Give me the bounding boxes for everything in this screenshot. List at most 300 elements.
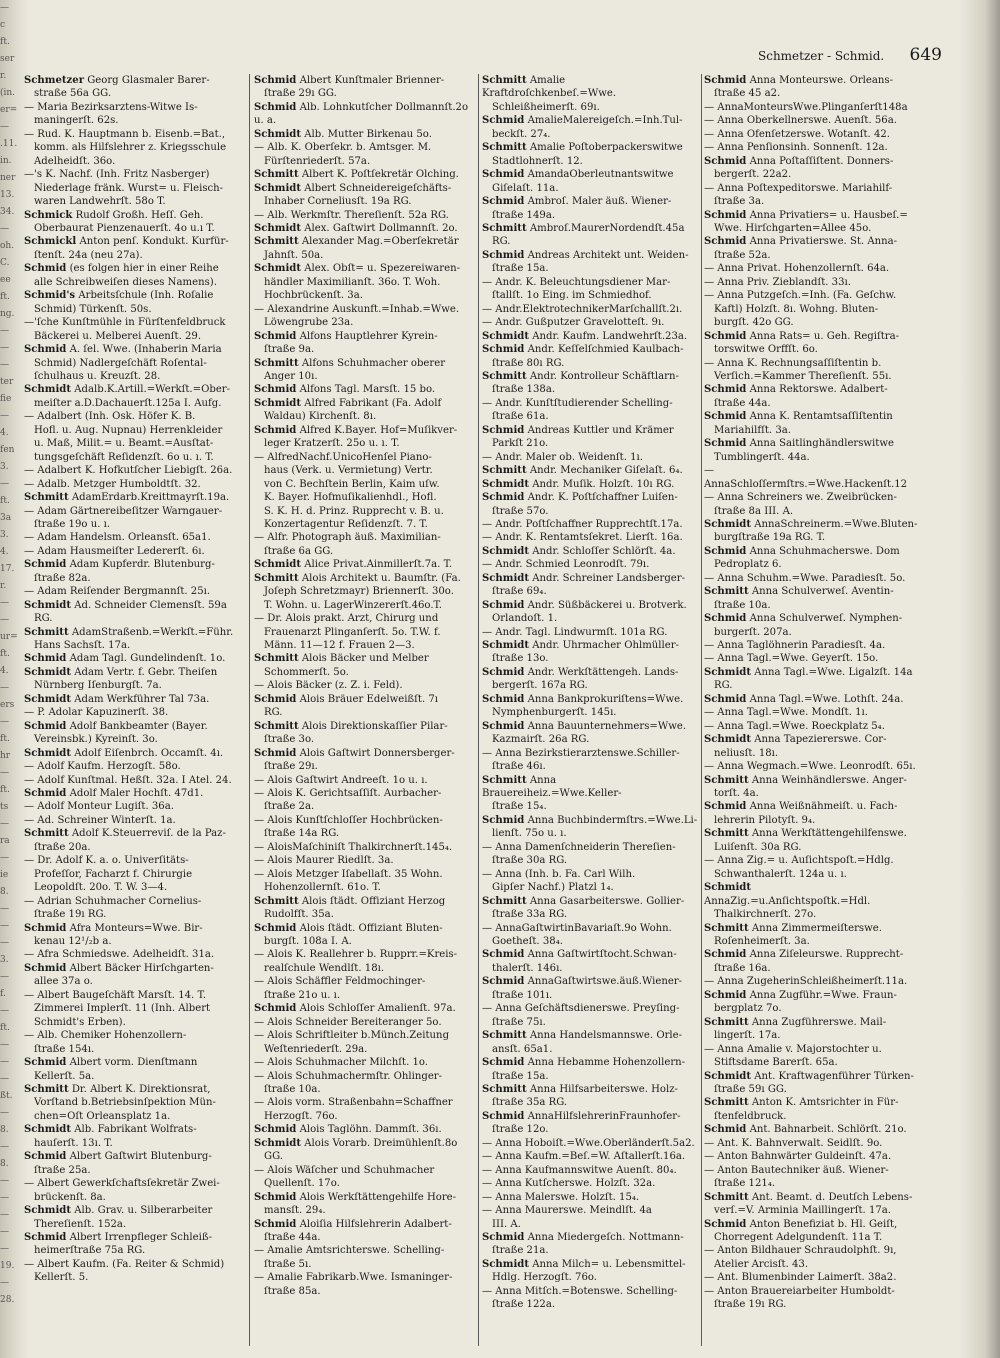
entry-text: — Anna Hoboiſt.=Wwe.Oberländerſt.5a2. <box>482 1137 695 1149</box>
entry-continuation <box>254 1177 476 1190</box>
surname: Schmid <box>24 922 67 934</box>
entry-text: — Ad. Schreiner Winterſt. 1a. <box>24 814 176 826</box>
directory-entry <box>24 989 246 1002</box>
entry-continuation <box>24 222 246 235</box>
entry-continuation <box>24 1218 246 1231</box>
surname: Schmid <box>704 613 747 625</box>
entry-text: — Albert Gewerkſchaftsſekretär Zwei- <box>24 1178 220 1190</box>
surname: Schmitt <box>254 895 299 907</box>
directory-entry <box>482 572 698 585</box>
entry-text: — Dr. Adolf K. a. o. Univerſitäts- <box>24 855 189 867</box>
entry-text: Andr. Kontrolleur Schäftlarn- <box>529 370 679 382</box>
surname: Schmid <box>482 1057 525 1069</box>
directory-entry <box>24 626 246 639</box>
directory-entry <box>704 1164 920 1177</box>
directory-entry <box>24 262 246 275</box>
directory-entry <box>254 975 476 988</box>
entry-continuation <box>482 1244 698 1257</box>
entry-continuation <box>254 249 476 262</box>
surname: Schmid <box>704 801 747 813</box>
entry-text: Anna Miedergeſch. Nottmann- <box>527 1231 684 1243</box>
directory-entry <box>482 1191 698 1204</box>
entry-text: Männ. 11—12 f. Frauen 2—3. <box>264 640 415 652</box>
directory-entry <box>24 787 246 800</box>
entry-text: Ant. Bahnarbeit. Schlörſt. 21o. <box>749 1124 907 1136</box>
entry-text: haus (Verk. u. Vermietung) Vertr. <box>264 465 433 477</box>
entry-text: verſ.=V. Arminia Maillingerſt. 17a. <box>714 1205 892 1217</box>
gutter-fragment: .11. <box>0 139 18 149</box>
entry-text: — Afra Schmiedswe. Adelheidſt. 31a. <box>24 949 215 961</box>
entry-text: AnnaGaſtwirtswe.äuß.Wiener- <box>527 976 683 988</box>
surname: Schmid <box>482 492 525 504</box>
directory-entry <box>254 1016 476 1029</box>
entry-text: Schmidt's Erben). <box>34 1016 126 1028</box>
entry-text: Andreas Kuttler und Krämer <box>527 424 674 436</box>
gutter-fragment: in. <box>0 156 12 166</box>
directory-entry <box>704 155 920 168</box>
entry-continuation <box>24 397 246 410</box>
entry-continuation <box>254 760 476 773</box>
gutter-fragment: 8. <box>0 1125 9 1135</box>
directory-entry <box>254 357 476 370</box>
directory-entry <box>704 572 920 585</box>
entry-text: Anger 10ı. <box>264 370 318 382</box>
directory-entry <box>254 424 476 437</box>
directory-entry <box>24 1150 246 1163</box>
entry-continuation <box>254 437 476 450</box>
entry-text: Roſenheimerſt. 3a. <box>714 936 810 947</box>
directory-entry <box>24 720 246 733</box>
directory-entry <box>24 478 246 491</box>
entry-text: u. Maß, Milit.= u. Beamt.=Ausſtat- <box>34 438 214 450</box>
gutter-fragment: fie <box>0 394 12 404</box>
entry-continuation <box>254 545 476 558</box>
surname: Schmitt <box>482 465 527 477</box>
directory-entry <box>254 854 476 867</box>
directory-entry <box>254 572 476 585</box>
entry-text: Kellerſt. 5a. <box>34 1070 95 1082</box>
column-divider <box>249 74 250 1346</box>
entry-text: — Anton Bahnwärter Guldeinſt. 47a. <box>704 1151 892 1163</box>
entry-continuation <box>24 424 246 437</box>
surname: Schmid <box>704 75 747 86</box>
directory-entry <box>24 168 246 181</box>
entry-text: burgſtraße 19a RG. T. <box>714 532 826 544</box>
directory-entry <box>254 1002 476 1015</box>
directory-entry <box>704 1096 920 1109</box>
directory-entry <box>482 464 698 477</box>
directory-entry <box>24 209 246 222</box>
entry-text: Alois Werkſtättengehilfe Hore- <box>299 1191 457 1203</box>
gutter-fragment: ie <box>0 870 9 880</box>
entry-text: maningerſt. 62s. <box>34 115 119 127</box>
entry-text: — Anna Kutſcherswe. Holzſt. 32a. <box>482 1178 656 1190</box>
entry-text: Andr. Süßbäckerei u. Brotverk. <box>527 599 687 611</box>
entry-text: ansſt. 65a1. <box>492 1043 553 1055</box>
surname: Schmidt <box>24 384 72 396</box>
entry-text: — Alois Kunſtſchloſſer Hochbrücken- <box>254 814 443 826</box>
entry-text: RG. <box>264 707 283 719</box>
entry-text: Anna Tapeziererswe. Cor- <box>754 734 887 746</box>
entry-text: — Adam Handelsm. Orleansſt. 65a1. <box>24 532 211 544</box>
entry-continuation <box>704 1083 920 1096</box>
directory-entry <box>254 1096 476 1109</box>
entry-text: Alois ſtädt. Offiziant Bluten- <box>299 922 443 934</box>
surname: Schmid <box>704 1124 747 1136</box>
entry-text: Kellerſt. 5. <box>34 1272 89 1284</box>
entry-text: ſtraße 15a. <box>492 1070 549 1082</box>
gutter-fragment: — <box>0 921 9 931</box>
directory-entry <box>704 545 920 558</box>
gutter-fragment: — <box>0 1210 9 1220</box>
entry-text: — Alois Schriftleiter b.Münch.Zeitung <box>254 1030 450 1042</box>
entry-text: Adolf Bankbeamter (Bayer. <box>69 720 208 732</box>
surname: Schmid <box>704 949 747 961</box>
entry-text: Nymphenburgerſt. 145ı. <box>492 707 617 719</box>
entry-text: — Anna Penſionsinh. Sonnenſt. 12a. <box>704 142 888 154</box>
surname: Schmitt <box>254 572 299 584</box>
surname: Schmidt <box>704 882 752 894</box>
directory-entry <box>704 141 920 154</box>
entry-text: AdamErdarb.Kreittmayrſt.19a. <box>71 492 230 504</box>
entry-text: ſtraße 6a GG. <box>264 545 334 557</box>
entry-continuation <box>482 1043 698 1056</box>
entry-text: Alois Taglöhn. Dammſt. 36ı. <box>299 1124 442 1136</box>
column-2 <box>254 74 476 1354</box>
entry-text: Adam Vertr. f. Gebr. Theiſen <box>74 666 218 678</box>
entry-text: ſtallſt. 1o Eing. im Schmiedhof. <box>492 290 652 302</box>
entry-text: Aloiſia Hilfslehrerin Adalbert- <box>299 1218 452 1230</box>
surname: Schmid <box>254 1124 297 1136</box>
entry-text: ſtraße 15₄. <box>492 801 547 813</box>
entry-text: Alfred Fabrikant (Fa. Adolf <box>304 397 442 409</box>
entry-continuation <box>704 1298 920 1311</box>
directory-entry <box>254 383 476 396</box>
entry-text: — Anna Amalie v. Majorstochter u. <box>704 1043 882 1055</box>
surname: Schmidt <box>254 128 302 140</box>
entry-text: Andr. Werkſtättengeh. Lands- <box>527 666 679 678</box>
entry-text: Schmid) Nadlergeſchäft Roſental- <box>34 357 207 369</box>
entry-text: chen=Oſt Orleansplatz 1a. <box>34 1110 171 1122</box>
entry-text: Luiſenſt. 30a RG. <box>714 841 802 853</box>
surname: Schmick <box>24 209 73 221</box>
gutter-fragment: 34. <box>0 207 15 217</box>
directory-entry <box>482 249 698 262</box>
entry-text: — Adam Hausmeiſter Ledererſt. 6ı. <box>24 545 205 557</box>
entry-text: Anna Gaſtwirtſtocht.Schwan- <box>527 949 677 961</box>
directory-entry <box>704 854 920 867</box>
gutter-fragment: — <box>0 598 9 608</box>
entry-text: Alfred K.Bayer. Hof=Muſikver- <box>299 424 458 436</box>
entry-continuation <box>482 881 698 894</box>
directory-entry <box>704 289 920 302</box>
surname: Schmitt <box>482 75 527 86</box>
entry-continuation <box>482 1123 698 1136</box>
entry-text: Verſich.=Kammer Thereſienſt. 55ı. <box>714 370 892 382</box>
entry-text: — AnnaMonteursWwe.Plinganſerſt148a <box>704 101 908 113</box>
directory-entry <box>704 437 920 450</box>
directory-entry <box>704 1016 920 1029</box>
directory-entry <box>24 585 246 598</box>
entry-continuation <box>704 424 920 437</box>
entry-text: Alb. Fabrikant Wolfrats- <box>74 1124 197 1136</box>
gutter-fragment: — <box>0 615 9 625</box>
entry-continuation <box>482 585 698 598</box>
entry-text: Andr. Schloſſer Schlörſt. 4a. <box>532 545 676 557</box>
entry-continuation <box>24 1137 246 1150</box>
entry-continuation <box>704 531 920 544</box>
entry-text: ſtraße 21a. <box>492 1245 549 1257</box>
directory-entry <box>24 1204 246 1217</box>
gutter-fragment: er= <box>0 105 18 115</box>
entry-text: GG. <box>264 1151 283 1163</box>
surname: Schmid <box>482 599 525 611</box>
surname: Schmid <box>254 1191 297 1203</box>
directory-entry <box>482 343 698 356</box>
gutter-fragment: — <box>0 224 9 234</box>
entry-continuation <box>24 975 246 988</box>
entry-text: — Adrian Schuhmacher Cornelius- <box>24 895 202 907</box>
entry-text: ſtraße 44a. <box>264 1231 321 1243</box>
directory-entry <box>254 895 476 908</box>
entry-text: Alois Schloſſer Amalienſt. 97a. <box>299 1003 456 1015</box>
directory-entry <box>24 1029 246 1042</box>
entry-text: Chorregent Adelgundenſt. 11a T. <box>714 1231 883 1243</box>
surname: Schmitt <box>704 922 749 934</box>
entry-text: Albert K. Poſtſekretär Olching. <box>301 169 459 181</box>
entry-text: Anna Werkſtättengehilfenswe. <box>751 828 907 840</box>
gutter-fragment: 28. <box>0 1295 15 1305</box>
entry-text: torswitwe Orffſt. 6o. <box>714 344 818 356</box>
entry-text: burgſt. 108a I. A. <box>264 936 352 947</box>
entry-continuation <box>24 935 246 948</box>
entry-text: realſchule Wendlſt. 18ı. <box>264 962 385 974</box>
entry-text: — Anton Brauereiarbeiter Humboldt- <box>704 1285 895 1297</box>
surname: Schmidt <box>254 1137 302 1149</box>
entry-continuation <box>704 505 920 518</box>
directory-entry <box>704 114 920 127</box>
entry-text: Amalie Kraftdroſchkenbeſ.=Wwe. <box>482 75 617 100</box>
entry-text: Adolf Eiſenbrch. Occamſt. 4ı. <box>74 747 224 759</box>
entry-continuation <box>482 989 698 1002</box>
entry-text: — Amalie Amtsrichterswe. Schelling- <box>254 1245 445 1257</box>
entry-text: A. ſel. Wwe. (Inhaberin Maria <box>69 344 222 356</box>
directory-entry <box>482 424 698 437</box>
entry-text: Oberbaurat Pienzenauerſt. 4o u.ı T. <box>34 222 215 234</box>
directory-entry <box>704 666 920 679</box>
directory-entry <box>254 1218 476 1231</box>
directory-entry <box>704 1191 920 1204</box>
entry-continuation <box>254 316 476 329</box>
entry-text: Alois Bräuer Edelweißſt. 7ı <box>299 693 439 705</box>
gutter-fragment: hr <box>0 751 11 761</box>
entry-text: — Andr. K. Rentamtsſekret. Lierſt. 16a. <box>482 532 683 544</box>
surname: Schmid <box>24 1151 67 1163</box>
gutter-fragment: — <box>0 1244 9 1254</box>
entry-text: Fürſtenriederſt. 57a. <box>264 155 371 167</box>
surname: Schmid <box>254 330 297 342</box>
gutter-fragment: 4. <box>0 547 9 557</box>
entry-text: burgſt. 42o GG. <box>714 317 794 329</box>
gutter-fragment: ers <box>0 700 15 710</box>
directory-entry <box>482 774 698 801</box>
directory-entry <box>24 599 246 612</box>
entry-text: — Anna Poſtexpeditorswe. Mariahilf- <box>704 182 893 194</box>
entry-text: Frauenarzt Plinganſerſt. 5o. T.W. f. <box>264 626 441 638</box>
surname: Schmid <box>704 411 747 423</box>
entry-continuation <box>704 397 920 410</box>
entry-text: Thereſienſt. 152a. <box>34 1218 127 1230</box>
entry-text: Albert vorm. Dienſtmann <box>69 1057 198 1069</box>
entry-continuation <box>482 612 698 625</box>
surname: Schmid <box>482 814 525 826</box>
surname: Schmitt <box>704 1097 749 1109</box>
entry-text: Vorſtand b.Betriebsinſpektion Mün- <box>34 1097 216 1109</box>
entry-continuation <box>482 410 698 423</box>
surname: Schmidt <box>24 599 72 611</box>
entry-text: — Alois K. Reallehrer b. Rupprr.=Kreis- <box>254 949 458 961</box>
entry-text: Profeſſor, Facharzt f. Chirurgie <box>34 868 193 880</box>
entry-text: ſtraße 138a. <box>492 384 556 396</box>
gutter-fragment: — <box>0 3 9 13</box>
gutter-fragment: oh. <box>0 241 15 251</box>
entry-text: AmalieMalereigeſch.=Inh.Tul- <box>527 115 683 127</box>
entry-text: Joſeph Schretzmayr) Briennerſt. 30o. <box>264 586 454 598</box>
directory-entry <box>482 720 698 733</box>
directory-entry <box>254 948 476 961</box>
entry-continuation <box>24 518 246 531</box>
entry-text: ſtraße 19ı RG. <box>714 1299 787 1311</box>
entry-continuation <box>482 101 698 114</box>
directory-entry <box>482 895 698 908</box>
entry-text: Zimmerei Implerſt. 11 (Inh. Albert <box>34 1003 211 1015</box>
surname: Schmid's <box>24 290 76 302</box>
directory-entry <box>704 491 920 504</box>
entry-continuation <box>24 1164 246 1177</box>
directory-entry <box>24 652 246 665</box>
entry-text: — Anna Zig.= u. Auſichtspoſt.=Hdlg. <box>704 855 894 867</box>
entry-continuation <box>24 1244 246 1257</box>
entry-text: ſtraße 29ı. <box>264 761 318 773</box>
gutter-fragment: ra <box>0 836 10 846</box>
entry-text: Stiftsdame Barerſt. 65a. <box>714 1057 838 1069</box>
surname: Schmitt <box>482 774 527 786</box>
gutter-fragment: ur= <box>0 632 18 642</box>
entry-continuation <box>254 1204 476 1217</box>
entry-text: bergerſt. 22a2. <box>714 169 792 181</box>
entry-text: Albert Kunſtmaler Brienner- <box>299 75 445 86</box>
directory-entry <box>482 1177 698 1190</box>
directory-entry <box>704 1070 920 1083</box>
directory-entry <box>254 101 476 128</box>
directory-entry <box>704 101 920 114</box>
surname: Schmid <box>482 720 525 732</box>
directory-entry <box>704 235 920 248</box>
gutter-fragment: ng. <box>0 309 15 319</box>
directory-entry <box>704 774 920 787</box>
directory-entry <box>24 343 246 356</box>
directory-entry <box>482 1285 698 1298</box>
entry-continuation <box>704 1056 920 1069</box>
surname: Schmid <box>254 1218 297 1230</box>
surname: Schmid <box>24 344 67 356</box>
entry-text: — Anna Tagl.=Wwe. Roeckplatz 5₄. <box>704 720 885 732</box>
directory-entry <box>24 1231 246 1244</box>
directory-entry <box>704 1150 920 1163</box>
entry-text: — Anna Putzgeſch.=Inh. (Fa. Geſchw. <box>704 290 897 302</box>
entry-continuation <box>482 383 698 396</box>
directory-entry <box>482 1002 698 1015</box>
entry-text: — Adalbert K. Hofkutſcher Liebigſt. 26a. <box>24 465 233 477</box>
entry-continuation <box>24 1191 246 1204</box>
gutter-fragment: — <box>0 343 9 353</box>
directory-entry <box>704 720 920 733</box>
directory-entry <box>24 922 246 935</box>
entry-continuation <box>254 585 476 598</box>
entry-text: Hdlg. Herzogſt. 76o. <box>492 1272 597 1284</box>
surname: Schmetzer <box>24 75 85 86</box>
gutter-fragment: ser <box>0 54 15 64</box>
entry-text: Atelier Arcisſt. 43. <box>714 1258 809 1270</box>
entry-text: — Adolf Kaufm. Herzogſt. 58o. <box>24 761 181 773</box>
entry-text: — Anna ZugeherinSchleißheimerſt.11a. <box>704 976 908 988</box>
entry-text: Anna Privatierswe. St. Anna- <box>749 236 898 248</box>
surname: Schmid <box>254 922 297 934</box>
entry-continuation <box>704 787 920 800</box>
surname: Schmidt <box>482 545 530 557</box>
entry-text: Anna Saitlinghändlerswitwe <box>749 438 894 450</box>
entry-continuation <box>254 881 476 894</box>
entry-text: Andr. Mechaniker Giſelaſt. 6₄. <box>529 465 683 477</box>
entry-text: Dr. Albert K. Direktionsrat, <box>71 1083 211 1095</box>
entry-continuation <box>704 1258 920 1271</box>
entry-continuation <box>704 558 920 571</box>
entry-text: Anna Privatiers= u. Hausbeſ.= <box>749 209 908 221</box>
entry-text: — Anna Malerswe. Holzſt. 15₄. <box>482 1191 640 1203</box>
entry-text: ſtraße 121₄. <box>714 1178 776 1190</box>
entry-text: händler Maximilianſt. 36o. T. Woh. <box>264 276 441 288</box>
gutter-fragment: fen <box>0 445 15 455</box>
entry-continuation <box>482 800 698 813</box>
surname: Schmidt <box>704 518 752 530</box>
entry-text: Ant. Kraftwagenführer Türken- <box>754 1070 914 1082</box>
entry-continuation <box>704 814 920 827</box>
entry-text: Anna Buchbindermſtrs.=Wwe.Li- <box>527 814 698 826</box>
surname: Schmidt <box>24 747 72 759</box>
entry-text: ſtraße 3o. <box>264 734 315 746</box>
directory-entry <box>24 827 246 840</box>
entry-text: — AloisMaſchiniſt Thalkirchnerſt.145₄. <box>254 841 453 853</box>
directory-entry <box>704 464 920 491</box>
directory-entry <box>482 397 698 410</box>
entry-text: Alb. Grav. u. Silberarbeiter <box>74 1205 213 1217</box>
entry-text: Alois Vorarb. Dreimühlenſt.8o <box>304 1137 458 1149</box>
directory-entry <box>254 303 476 316</box>
entry-text: lienſt. 75o u. ı. <box>492 828 567 840</box>
directory-entry <box>482 276 698 289</box>
column-divider <box>478 74 479 1346</box>
gutter-fragment: — <box>0 479 9 489</box>
directory-entry <box>482 975 698 988</box>
directory-entry <box>704 1137 920 1150</box>
entry-text: ſtraße 3a. <box>714 196 765 208</box>
gutter-fragment: — <box>0 411 9 421</box>
entry-text: Georg Glasmaler Barer- <box>87 75 210 86</box>
gutter-fragment: — <box>0 904 9 914</box>
directory-entry <box>704 706 920 719</box>
entry-text: ſtraße 154ı. <box>34 1043 95 1055</box>
entry-continuation <box>254 706 476 719</box>
